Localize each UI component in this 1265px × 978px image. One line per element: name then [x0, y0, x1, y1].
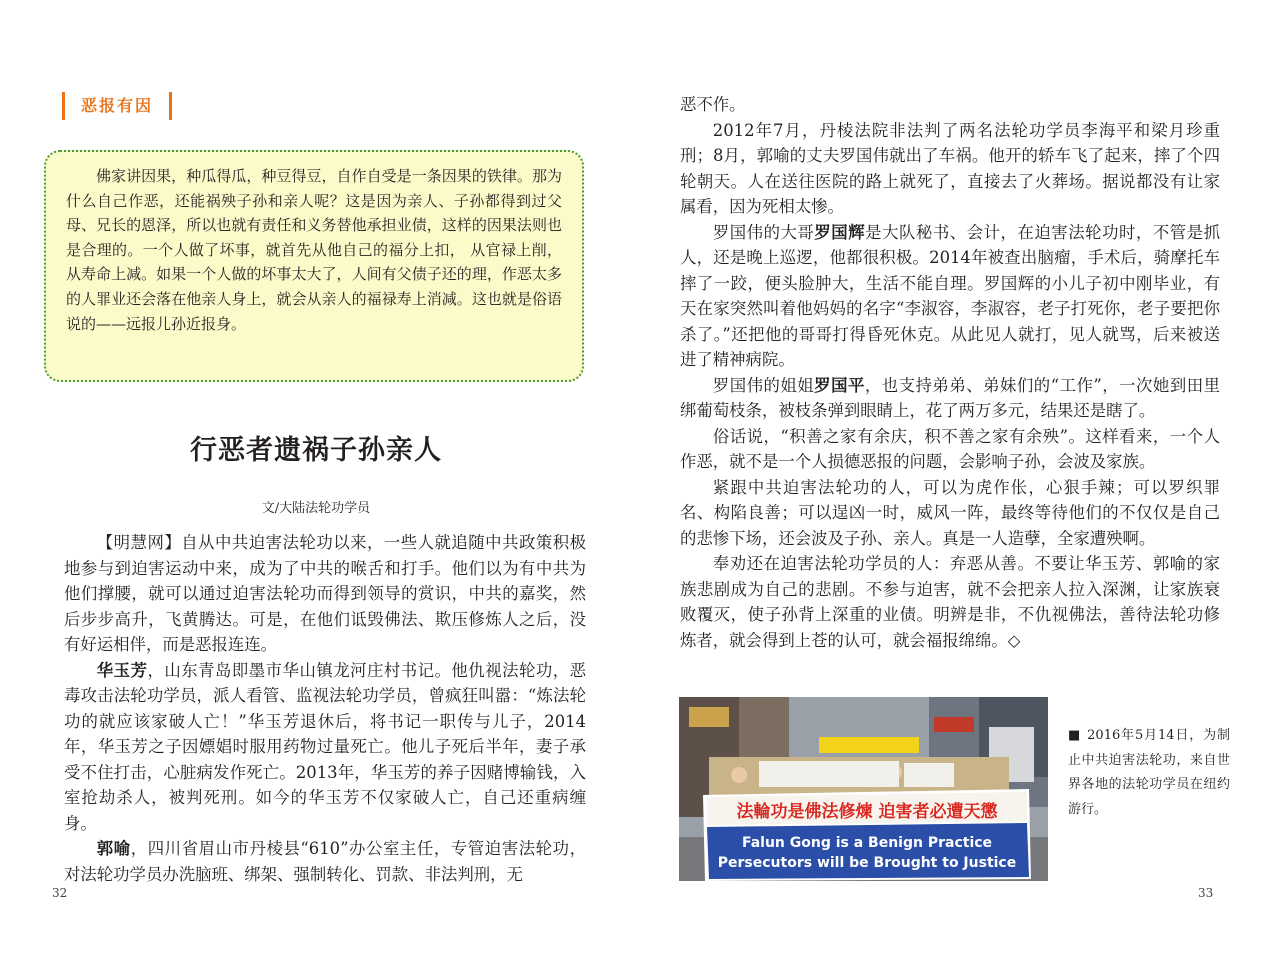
- person-name: 罗国平: [814, 375, 865, 395]
- paragraph-text: 2012年7月，丹棱法院非法判了两名法轮功学员李海平和梁月珍重刑；8月，郭喻的丈夫罗国伟就出了车祸。他开的轿车飞了起来，摔了个四轮朝天。人在送往医院的路上就死了，直接去了火葬场。据说都没有让家属看，因为死相太惨。: [680, 120, 1220, 216]
- paragraph-text: 紧跟中共迫害法轮功的人，可以为虎作伥，心狠手辣；可以罗织罪名、构陷良善；可以逞凶一时，威风一阵，最终等待他们的不仅仅是自己的悲惨下场，还会波及子孙、亲人。真是一人造孽，全家遭殃啊。: [680, 477, 1220, 548]
- paragraph-text: 罗国伟的姐姐: [712, 375, 815, 395]
- person-name: 罗国辉: [814, 222, 866, 242]
- paragraph-text: 【明慧网】自从中共迫害法轮功以来，一些人就追随中共政策积极地参与到迫害运动中来，成为了中共的喉舌和打手。他们以为有中共为他们撑腰，就可以通过迫害法轮功而得到领导的赏识，中共的嘉奖，然后步步高升，飞黄腾达。可是，在他们诋毁佛法、欺压修炼人之后，没有好运相伴，而是恶报连连。: [64, 533, 586, 654]
- right-article-body: [680, 92, 1220, 653]
- paragraph-text: ，山东青岛即墨市华山镇龙河庄村书记。他仇视法轮功，恶毒攻击法轮功学员，派人看管、监视法轮功学员，曾疯狂叫嚣：“炼法轮功的就应该家破人亡！”华玉芳退休后，将书记一职传与儿子，2014年，华玉芳之子因嫖娼时服用药物过量死亡。他儿子死后半年，妻子承受不住打击，心脏病发作死亡。2013年，华玉芳的养子因赌博输钱，入室抢劫杀人，被判死刑。如今的华玉芳不仅家破人亡，自己还重病缠身。: [64, 660, 587, 833]
- paragraph-text: ，也支持弟弟、弟妹们的“工作”，一次她到田里绑葡萄枝条，被枝条弹到眼睛上，花了两万多元，结果还是瞎了。: [680, 375, 1221, 420]
- paragraph: [680, 373, 1220, 424]
- intro-text: 佛家讲因果，种瓜得瓜，种豆得豆，自作自受是一条因果的铁律。那为什么自己作恶，还能祸殃子孙和亲人呢？这是因为亲人、子孙都得到过父母、兄长的恩泽，所以也就有责任和义务替他承担业债，这样的因果法则也是合理的。一个人做了坏事，就首先从他自己的福分上扣， 从官禄上削，从寿命上减。如果一个人做的坏事太大了，人间有父债子还的理，作恶太多的人罪业还会落在他亲人身上，就会从亲人的福禄寿上消减。这也就是俗语说的——远报儿孙近报身。: [66, 167, 562, 333]
- paragraph-text: 俗话说，“积善之家有余庆，积不善之家有余殃”。这样看来，一个人作恶，就不是一个人损德恶报的问题，会影响子孙，会波及家族。: [680, 426, 1220, 471]
- paragraph: [64, 658, 586, 837]
- banner-english-line1: Falun Gong is a Benign Practice: [741, 835, 993, 851]
- paragraph: [680, 92, 1220, 118]
- article-title: 行恶者遗祸子孙亲人: [190, 435, 442, 466]
- left-article-body: [64, 530, 586, 887]
- left-page: [0, 0, 632, 978]
- paragraph: [680, 475, 1220, 552]
- byline: 文/大陆法轮功学员: [261, 501, 371, 516]
- caption-text: 2016年5月14日，为制止中共迫害法轮功，来自世界各地的法轮功学员在纽约游行。: [1068, 728, 1230, 817]
- paragraph-text: 恶不作。: [680, 95, 746, 114]
- paragraph-text: 是大队秘书、会计，在迫害法轮功时，不管是抓人，还是晚上巡逻，他都很积极。2014年被查出脑瘤，手术后，骑摩托车摔了一跤，便头脸肿大，生活不能自理。罗国辉的小儿子初中刚毕业，有天在家突然叫着他妈妈的名字“李淑容，李淑容，老子打死你，老子要把你杀了。”还把他的哥哥打得昏死休克。从此见人就打，见人就骂，后来被送进了精神病院。: [680, 222, 1221, 369]
- paragraph: [680, 118, 1220, 220]
- paragraph-text: ，四川省眉山市丹棱县“610”办公室主任，专管迫害法轮功，对法轮功学员办洗脑班、绑架、强制转化、罚款、非法判刑，无: [64, 839, 586, 884]
- section-tag: 恶报有因: [62, 92, 172, 120]
- banner-chinese-text: 法輪功是佛法修煉 迫害者必遭天懲: [736, 802, 998, 822]
- parade-photo: [679, 697, 1048, 881]
- photo-caption: [1068, 724, 1230, 822]
- paragraph: [680, 424, 1220, 475]
- intro-box: [44, 150, 584, 382]
- paragraph-text: 奉劝还在迫害法轮功学员的人：弃恶从善。不要让华玉芳、郭喻的家族悲剧成为自己的悲剧。不参与迫害，就不会把亲人拉入深渊，让家族衰败覆灭，使子孙背上深重的业债。明辨是非，不仇视佛法，善待法轮功修炼者，就会得到上苍的认可，就会福报绵绵。◇: [680, 554, 1220, 650]
- page-number: 33: [1198, 886, 1214, 900]
- person-name: 郭喻: [96, 839, 131, 858]
- person-name: 华玉芳: [96, 660, 148, 680]
- yellow-banner-shape: [819, 737, 919, 753]
- paragraph: [64, 836, 586, 887]
- paragraph-text: 罗国伟的大哥: [712, 222, 815, 242]
- paragraph: [680, 220, 1220, 373]
- caption-square-icon: ■: [1068, 728, 1082, 743]
- page-number: 32: [52, 886, 68, 900]
- paragraph: [680, 551, 1220, 653]
- parade-photo-illustration: [679, 697, 1048, 881]
- right-page: [632, 0, 1265, 978]
- main-banner: [703, 789, 1031, 881]
- banner-english-line2: Persecutors will be Brought to Justice: [717, 855, 1017, 871]
- paragraph: [64, 530, 586, 658]
